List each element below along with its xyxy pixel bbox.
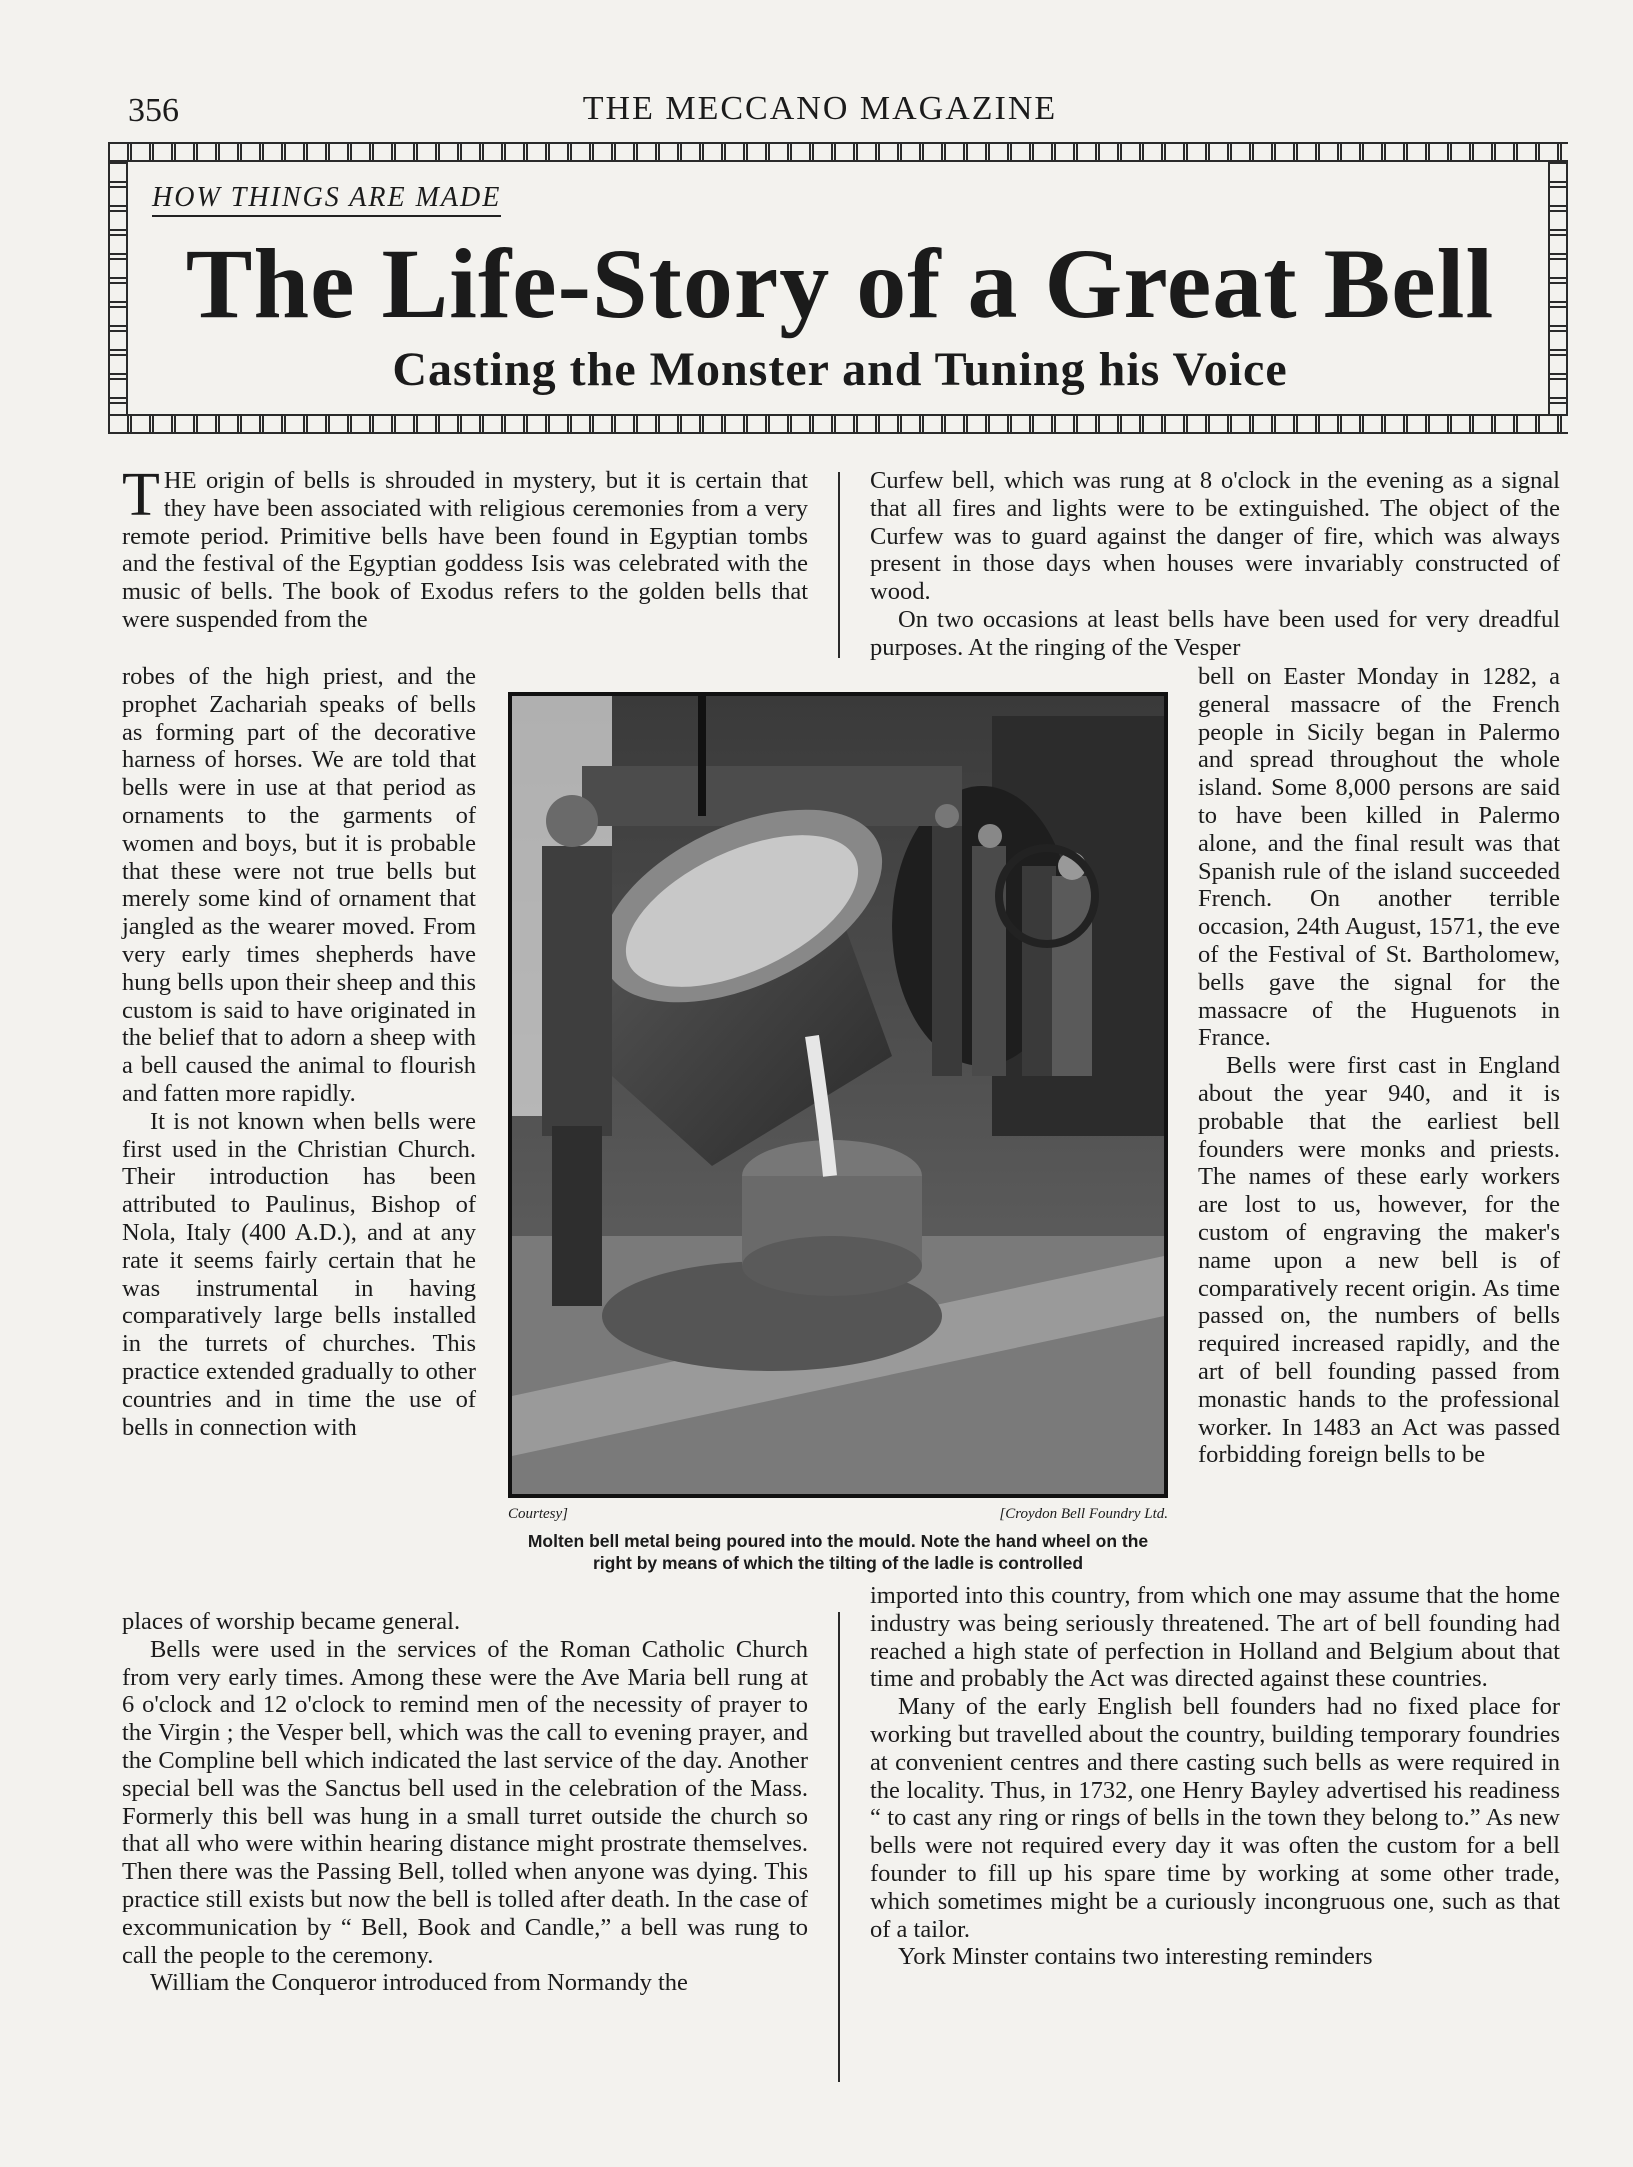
foundry-photograph <box>508 692 1168 1498</box>
running-title: THE MECCANO MAGAZINE <box>582 90 1058 127</box>
border-bottom <box>108 414 1568 434</box>
paragraph: Bells were first cast in England about the year 940, and it is probable that the earliest bell founders were monks and priests. The names of these early workers are lost to us, however, for the custom of engraving the maker's name upon a new bell is of comparatively recent origin. As time passed on, the numbers of bells required increased rapidly, and the art of bell founding passed from monastic hands to the professional worker. In 1483 an Act was passed forbidding foreign bells to be <box>1198 1052 1560 1469</box>
column-right-bottom <box>870 1582 1560 1971</box>
column-left-bottom <box>122 1608 808 1997</box>
paragraph: places of worship became general. <box>122 1608 461 1635</box>
photo-caption: Molten bell metal being poured into the mould. Note the hand wheel on the right by means of which the tilting of the ladle is controlled <box>527 1531 1149 1573</box>
paragraph: bell on Easter Monday in 1282, a general massacre of the French people in Sicily began in Palermo and spread throughout the whole island. Some 8,000 persons are said to have been killed in Palermo alone, and the final result was that Spanish rule of the island succeeded French. On another terrible occasion, 24th August, 1571, the eve of the Festival of St. Bartholomew, bells gave the signal for the massacre of the Huguenots in France. <box>1198 663 1560 1052</box>
border-top <box>108 142 1568 162</box>
paragraph: William the Conqueror introduced from Normandy the <box>150 1969 688 1997</box>
photo-illustration <box>512 696 1164 1494</box>
column-left-wrap <box>122 663 476 1441</box>
column-rule <box>838 472 840 658</box>
paragraph: imported into this country, from which one may assume that the home industry was being seriously threatened. The art of bell founding had reached a high state of perfection in Holland and Belgium about that time and probably the Act was directed against these countries. <box>870 1582 1560 1693</box>
article-title: The Life-Story of a Great Bell <box>185 228 1495 339</box>
page-number: 356 <box>128 92 179 129</box>
paragraph: Curfew bell, which was rung at 8 o'clock in the evening as a signal that all fires and lights were to be extinguished. The object of the Curfew was to guard against the danger of fire, which was always present in those days when houses were invariably constructed of wood. <box>870 467 1560 606</box>
paragraph: Bells were used in the services of the Roman Catholic Church from very early times. Among these were the Ave Maria bell rung at 6 o'clock and 12 o'clock to remind men of the necessity of prayer to the Virgin ; the Vesper bell, which was the call to evening prayer, and the Compline bell which indicated the last service of the day. Another special bell was the Sanctus bell used in the celebration of the Mass. Formerly this bell was hung in a small turret outside the church so that all who were within hearing distance might prostrate themselves. Then there was the Passing Bell, tolled when anyone was dying. This practice still exists but now the bell is tolled after death. In the case of excommunication by “ Bell, Book and Candle,” a bell was rung to call the people to the ceremony. <box>122 1635 808 1969</box>
paragraph: robes of the high priest, and the prophet Zachariah speaks of bells as forming part of the decorative harness of horses. We are told that bells were in use at that period as ornaments to the garments of women and boys, but it is probable that these were not true bells but merely some kind of ornament that jangled as the wearer moved. From very early times shepherds have hung bells upon their sheep and this custom is said to have originated in the belief that to adorn a sheep with a bell caused the animal to flourish and fatten more rapidly. <box>122 663 476 1107</box>
column-rule <box>838 1612 840 2082</box>
drop-cap: T <box>122 461 160 529</box>
paragraph: York Minster contains two interesting reminders <box>898 1943 1373 1971</box>
paragraph: HE origin of bells is shrouded in mystery, but it is certain that they have been associated with religious ceremonies from a very remote period. Primitive bells have been found in Egyptian tombs and the festival of the Egyptian goddess Isis was celebrated with the music of bells. The book of Exodus refers to the golden bells that were suspended from the <box>122 467 808 633</box>
paragraph: It is not known when bells were first used in the Christian Church. Their introduction has been attributed to Paulinus, Bishop of Nola, Italy (400 A.D.), and at any rate it seems fairly certain that he was instrumental in having comparatively large bells installed in the turrets of churches. This practice extended gradually to other countries and in time the use of bells in connection with <box>122 1107 476 1441</box>
paragraph: On two occasions at least bells have been used for very dreadful purposes. At the ringing of the Vesper <box>870 605 1560 661</box>
column-left-top <box>122 461 808 634</box>
paragraph: Many of the early English bell founders had no fixed place for working but travelled about the country, building temporary foundries at convenient centres and there casting such bells as were required in the locality. Thus, in 1732, one Henry Bayley advertised his readiness “ to cast any ring or rings of bells in the town they belong to.” As new bells were not required every day it was often the custom for a bell founder to fill up his spare time by working at some other trade, which sometimes might be a curiously incongruous one, such as that of a tailor. <box>870 1693 1560 1943</box>
column-right-wrap <box>1198 663 1560 1469</box>
section-label: HOW THINGS ARE MADE <box>152 182 501 217</box>
photo-courtesy: Courtesy] <box>508 1506 568 1522</box>
column-right-top <box>870 467 1560 662</box>
article-subtitle: Casting the Monster and Tuning his Voice <box>392 343 1288 396</box>
photo-credit: [Croydon Bell Foundry Ltd. <box>999 1506 1168 1522</box>
